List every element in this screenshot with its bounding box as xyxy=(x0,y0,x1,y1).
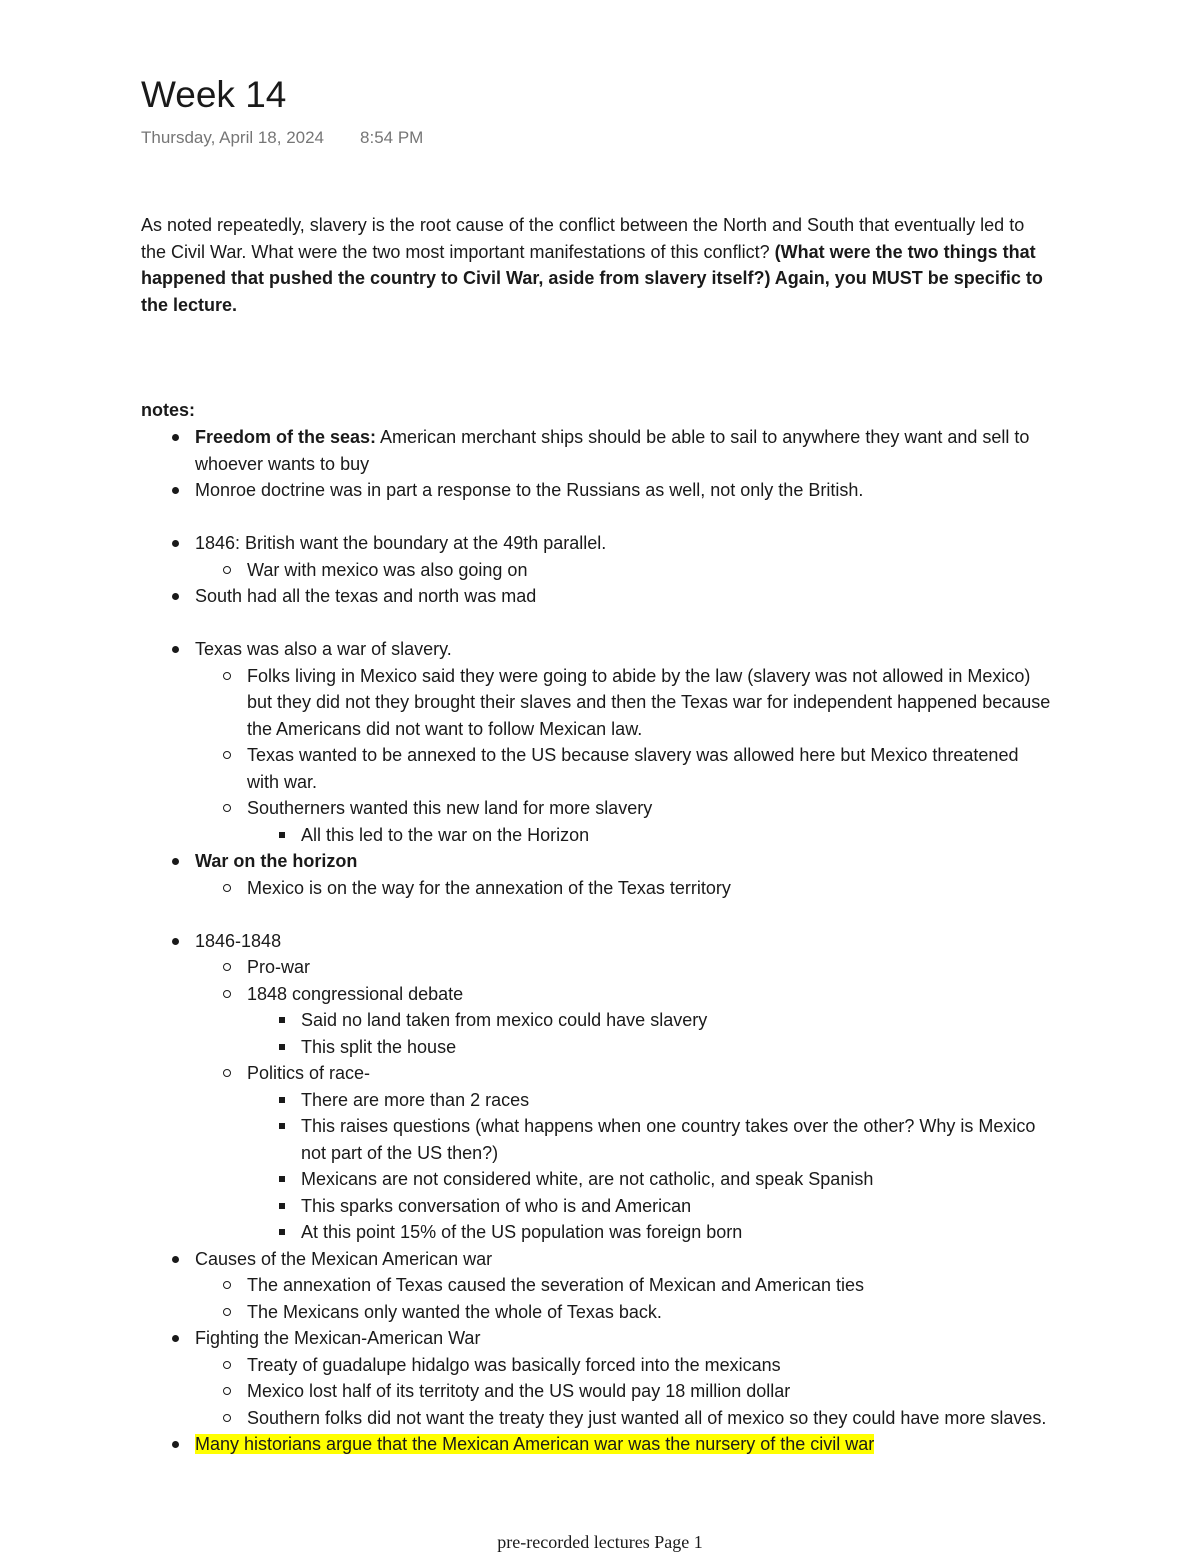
list-item: Mexico is on the way for the annexation of the Texas territory xyxy=(195,875,1051,902)
list-item: Texas wanted to be annexed to the US because slavery was allowed here but Mexico threatened with war. xyxy=(195,742,1051,795)
list-item xyxy=(141,1246,1051,1326)
list-item: The annexation of Texas caused the severation of Mexican and American ties xyxy=(195,1272,1051,1299)
list-item xyxy=(141,1431,1051,1458)
list-item: Pro-war xyxy=(195,954,1051,981)
highlighted-text: Many historians argue that the Mexican American war was the nursery of the civil war xyxy=(195,1434,875,1454)
notes-list xyxy=(141,424,1051,1458)
page-timestamp xyxy=(141,126,423,150)
item-text: War on the horizon xyxy=(195,851,358,871)
question-text xyxy=(141,212,1051,318)
list-item: Treaty of guadalupe hidalgo was basically forced into the mexicans xyxy=(195,1352,1051,1379)
item-text: 1848 congressional debate xyxy=(247,983,464,1004)
freedom-term: Freedom of the seas: xyxy=(195,427,377,447)
list-item xyxy=(141,848,1051,901)
list-item: Monroe doctrine was in part a response to the Russians as well, not only the British. xyxy=(141,477,1051,504)
question-block xyxy=(141,212,1051,318)
page-title: Week 14 xyxy=(141,74,287,115)
item-text: 1846-1848 xyxy=(195,930,282,951)
list-item xyxy=(141,424,1051,477)
page-date: Thursday, April 18, 2024 xyxy=(141,128,325,147)
list-item xyxy=(141,636,1051,848)
item-text: Fighting the Mexican-American War xyxy=(195,1328,481,1348)
freedom-text: American merchant ships should be able to sail to anywhere they want and sell to whoever wants to buy xyxy=(195,427,1030,474)
item-text: Politics of race- xyxy=(247,1063,371,1083)
item-text: Causes of the Mexican American war xyxy=(195,1248,493,1269)
list-item: Mexico lost half of its territoty and the US would pay 18 million dollar xyxy=(195,1378,1051,1405)
list-item: The Mexicans only wanted the whole of Texas back. xyxy=(195,1299,1051,1326)
item-text: Southerners wanted this new land for more slavery xyxy=(247,798,653,818)
list-item: At this point 15% of the US population was foreign born xyxy=(247,1219,1051,1246)
item-text: 1846: British want the boundary at the 49th parallel. xyxy=(195,533,607,553)
list-item xyxy=(195,981,1051,1061)
list-item: Said no land taken from mexico could have slavery xyxy=(247,1007,1051,1034)
list-item: This sparks conversation of who is and American xyxy=(247,1193,1051,1220)
list-item xyxy=(195,795,1051,848)
list-item: Folks living in Mexico said they were going to abide by the law (slavery was not allowed in Mexico) but they did not they brought their slaves and then the Texas war for independent happened because the Americans did not want to follow Mexican law. xyxy=(195,663,1051,743)
list-item xyxy=(141,530,1051,583)
question-bold: (What were the two things that happened that pushed the country to Civil War, aside from slavery itself?) Again, you MUST be specific to the lecture. xyxy=(141,241,1043,315)
item-text: Texas was also a war of slavery. xyxy=(195,639,452,659)
page-footer: pre-recorded lectures Page 1 xyxy=(497,1532,703,1552)
list-item xyxy=(141,928,1051,1246)
question-plain: As noted repeatedly, slavery is the root cause of the conflict between the North and South that eventually led to the Civil War. What were the two most important manifestations of this conflict? xyxy=(141,215,1025,262)
list-item: South had all the texas and north was mad xyxy=(141,583,1051,610)
page-time: 8:54 PM xyxy=(360,128,424,147)
list-item: Mexicans are not considered white, are not catholic, and speak Spanish xyxy=(247,1166,1051,1193)
list-item: This raises questions (what happens when one country takes over the other? Why is Mexico not part of the US then?) xyxy=(247,1113,1051,1166)
list-item xyxy=(141,1325,1051,1431)
notes-label: notes: xyxy=(141,400,195,420)
list-item: Southern folks did not want the treaty they just wanted all of mexico so they could have more slaves. xyxy=(195,1405,1051,1432)
list-item: All this led to the war on the Horizon xyxy=(247,822,1051,849)
list-item xyxy=(195,1060,1051,1246)
list-item: War with mexico was also going on xyxy=(195,557,1051,584)
list-item: This split the house xyxy=(247,1034,1051,1061)
list-item: There are more than 2 races xyxy=(247,1087,1051,1114)
